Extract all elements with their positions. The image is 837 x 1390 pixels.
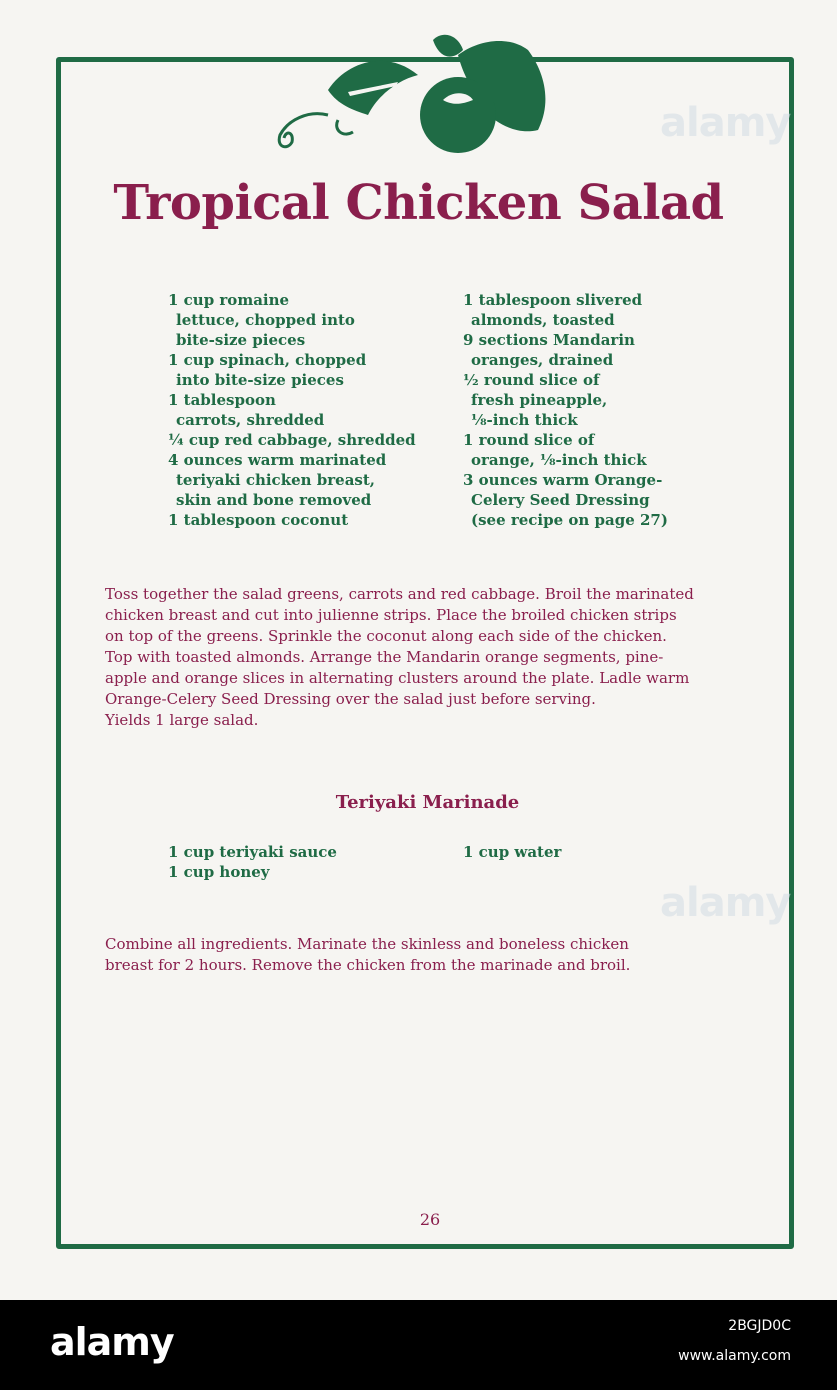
ingredient-line: 1 round slice of — [463, 431, 595, 449]
directions-line: Combine all ingredients. Marinate the skinless and boneless chicken — [105, 935, 629, 953]
ingredient-line: ⅛-inch thick — [471, 411, 578, 429]
recipe-title: Tropical Chicken Salad — [113, 175, 724, 231]
ingredient-line: 1 tablespoon coconut — [168, 511, 349, 529]
watermark: alamy — [660, 880, 791, 926]
ingredient-line: orange, ⅛-inch thick — [471, 451, 647, 469]
ingredient-line: carrots, shredded — [176, 411, 325, 429]
directions-line: Orange-Celery Seed Dressing over the salad just before serving. — [105, 690, 596, 708]
ingredient-line: 4 ounces warm marinated — [168, 451, 387, 469]
directions-line: on top of the greens. Sprinkle the coconut along each side of the chicken. — [105, 627, 667, 645]
watermark: alamy — [660, 100, 791, 146]
ingredient-line: almonds, toasted — [471, 311, 615, 329]
marinade-ingredients-right — [463, 842, 561, 862]
ingredient-line: lettuce, chopped into — [176, 311, 355, 329]
marinade-title: Teriyaki Marinade — [335, 792, 520, 813]
ingredient-line: into bite-size pieces — [176, 371, 344, 389]
ingredient-line: 1 cup water — [463, 843, 562, 861]
ingredient-line: oranges, drained — [471, 351, 614, 369]
directions-line: apple and orange slices in alternating clusters around the plate. Ladle warm — [105, 669, 690, 687]
ingredient-line: 1 tablespoon slivered — [463, 291, 643, 309]
ingredient-line: ¼ cup red cabbage, shredded — [168, 431, 416, 449]
ingredient-line: 9 sections Mandarin — [463, 331, 635, 349]
ingredient-line: 1 cup spinach, chopped — [168, 351, 367, 369]
directions-line: Toss together the salad greens, carrots and red cabbage. Broil the marinated — [105, 585, 694, 603]
ingredient-line: 1 cup honey — [168, 863, 270, 881]
page-number: 26 — [419, 1210, 441, 1229]
ingredient-line: bite-size pieces — [176, 331, 306, 349]
image-id: 2BGJD0C — [728, 1318, 791, 1334]
marinade-ingredients-left — [168, 842, 337, 882]
ingredient-line: (see recipe on page 27) — [471, 511, 668, 529]
ingredient-line: 1 cup romaine — [168, 291, 290, 309]
ingredient-line: teriyaki chicken breast, — [176, 471, 376, 489]
ingredient-line: skin and bone removed — [176, 491, 372, 509]
ingredient-line: ½ round slice of — [463, 371, 600, 389]
directions-line: Top with toasted almonds. Arrange the Mandarin orange segments, pine- — [105, 648, 664, 666]
alamy-logo: alamy — [50, 1320, 174, 1364]
marinade-directions — [105, 934, 755, 976]
recipe-directions — [105, 584, 755, 731]
ingredients-right-column — [463, 290, 668, 530]
fruit-leaves-ornament-icon — [268, 20, 568, 160]
directions-line: chicken breast and cut into julienne strips. Place the broiled chicken strips — [105, 606, 677, 624]
ingredient-line: 3 ounces warm Orange- — [463, 471, 663, 489]
ingredient-line: Celery Seed Dressing — [471, 491, 650, 509]
stock-footer-bar — [0, 1300, 837, 1390]
directions-line: breast for 2 hours. Remove the chicken from the marinade and broil. — [105, 956, 631, 974]
ingredient-line: 1 cup teriyaki sauce — [168, 843, 337, 861]
ingredients-left-column — [168, 290, 416, 530]
ingredient-line: fresh pineapple, — [471, 391, 608, 409]
site-url: www.alamy.com — [678, 1348, 791, 1364]
directions-line: Yields 1 large salad. — [105, 711, 259, 729]
ingredient-line: 1 tablespoon — [168, 391, 276, 409]
